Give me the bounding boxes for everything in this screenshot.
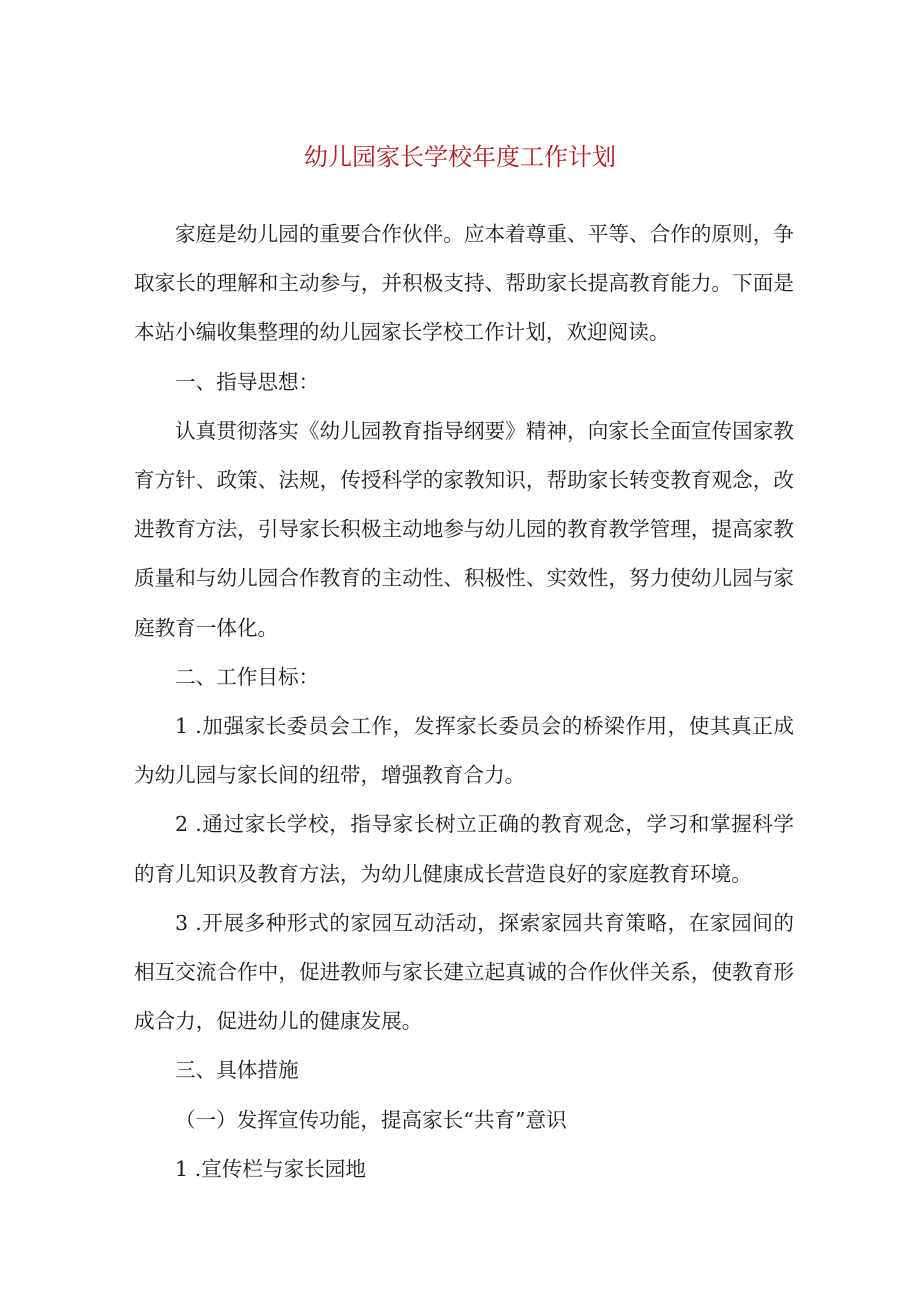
document-body [134,210,794,1194]
heading-work-goals: 二、工作目标： [175,664,320,689]
heading-specific-measures: 三、具体措施 [175,1058,299,1083]
heading-guiding-ideology: 一、指导思想： [175,369,320,394]
paragraph-goal-3: 3 .开展多种形式的家园互动活动，探索家园共育策略，在家园间的相互交流合作中，促进教师与家长建立起真诚的合作伙伴关系，使教育形成合力，促进幼儿的健康发展。 [134,910,794,1034]
item-bulletin-board: 1 .宣传栏与家长园地 [175,1156,366,1181]
document-title: 幼儿园家长学校年度工作计划 [304,143,616,171]
paragraph-goal-2: 2 .通过家长学校，指导家长树立正确的教育观念，学习和掌握科学的育儿知识及教育方法，为幼儿健康成长营造良好的家庭教育环境。 [134,812,794,886]
paragraph-intro: 家庭是幼儿园的重要合作伙伴。应本着尊重、平等、合作的原则，争取家长的理解和主动参与，并积极支持、帮助家长提高教育能力。下面是本站小编收集整理的幼儿园家长学校工作计划，欢迎阅读。 [134,222,794,345]
paragraph-guiding-ideology: 认真贯彻落实《幼儿园教育指导纲要》精神，向家长全面宣传国家教育方针、政策、法规，传授科学的家教知识，帮助家长转变教育观念，改进教育方法，引导家长积极主动地参与幼儿园的教育教学管理，提高家教质量和与幼儿园合作教育的主动性、积极性、实效性，努力使幼儿园与家庭教育一体化。 [134,418,794,640]
subheading-publicity: （一）发挥宣传功能，提高家长“共育”意识 [175,1107,567,1132]
paragraph-goal-1: 1 .加强家长委员会工作，发挥家长委员会的桥梁作用，使其真正成为幼儿园与家长间的纽带，增强教育合力。 [134,714,794,788]
